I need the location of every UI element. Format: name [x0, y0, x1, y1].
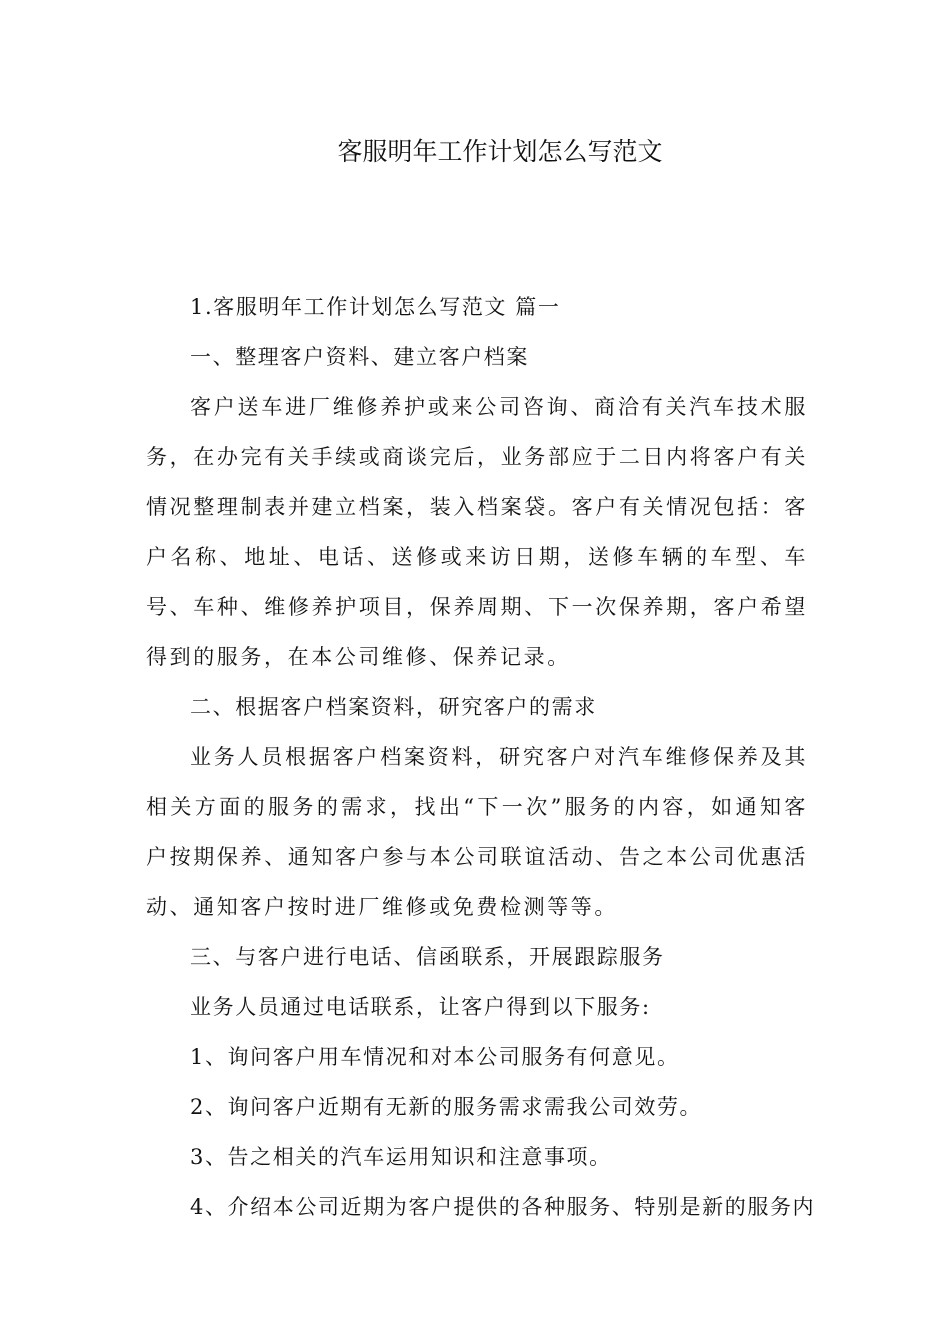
body-paragraph: 业务人员根据客户档案资料，研究客户对汽车维修保养及其相关方面的服务的需求，找出“下一次”服务的内容，如通知客户按期保养、通知客户参与本公司联谊活动、告之本公司优惠活动、通知客户按时进厂维修或免费检测等等。 — [146, 745, 808, 919]
list-item: 4、介绍本公司近期为客户提供的各种服务、特别是新的服务内 — [190, 1195, 816, 1219]
list-item: 1、询问客户用车情况和对本公司服务有何意见。 — [190, 1045, 680, 1069]
document-body — [146, 282, 816, 1232]
subsection-heading: 二、根据客户档案资料，研究客户的需求 — [190, 695, 597, 719]
body-paragraph: 业务人员通过电话联系，让客户得到以下服务: — [190, 995, 651, 1019]
list-item: 2、询问客户近期有无新的服务需求需我公司效劳。 — [190, 1095, 703, 1119]
list-item: 3、告之相关的汽车运用知识和注意事项。 — [190, 1145, 612, 1169]
subsection-heading: 三、与客户进行电话、信函联系，开展跟踪服务 — [190, 945, 665, 969]
document-title: 客服明年工作计划怎么写范文 — [337, 137, 663, 166]
body-paragraph: 客户送车进厂维修养护或来公司咨询、商洽有关汽车技术服务，在办完有关手续或商谈完后，业务部应于二日内将客户有关情况整理制表并建立档案，装入档案袋。客户有关情况包括：客户名称、地址、电话、送修或来访日期，送修车辆的车型、车号、车种、维修养护项目，保养周期、下一次保养期，客户希望得到的服务，在本公司维修、保养记录。 — [146, 395, 808, 669]
section-heading: 1.客服明年工作计划怎么写范文 篇一 — [190, 295, 561, 319]
subsection-heading: 一、整理客户资料、建立客户档案 — [190, 345, 529, 369]
